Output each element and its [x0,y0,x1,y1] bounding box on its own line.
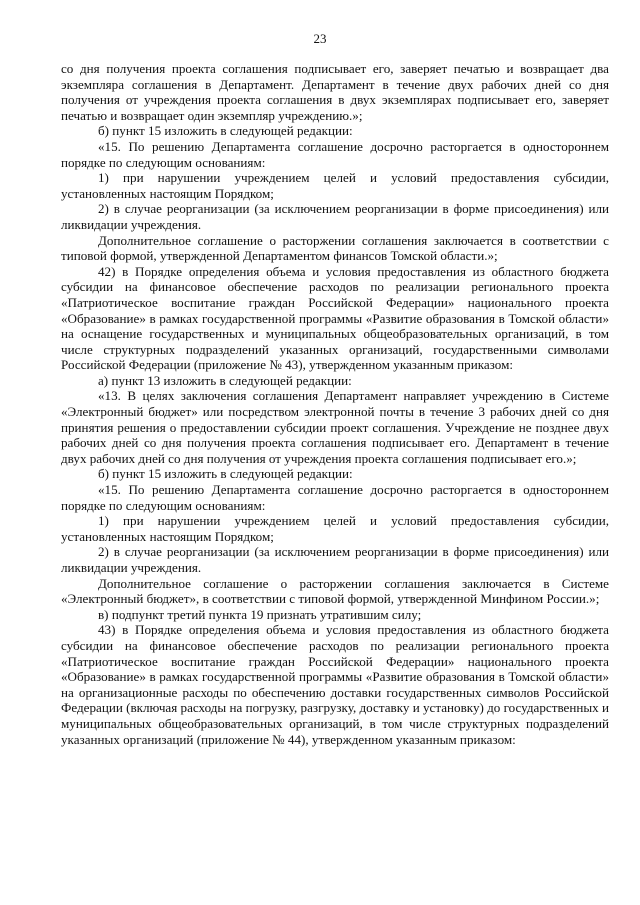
paragraph: Дополнительное соглашение о расторжении соглашения заключается в Системе «Электронный бюджет», в соответствии с типовой формой, утвержденной Минфином России.»; [61,575,609,607]
paragraph: «15. По решению Департамента соглашение досрочно расторгается в одностороннем порядке по следующим основаниям: [61,482,609,513]
paragraph: 2) в случае реорганизации (за исключением реорганизации в форме присоединения) или ликвидации учреждения. [61,201,609,232]
paragraph: «15. По решению Департамента соглашение досрочно расторгается в одностороннем порядке по следующим основаниям: [61,138,609,170]
paragraph: 43) в Порядке определения объема и условия предоставления из областного бюджета субсидии на финансовое обеспечение расходов по реализации регионального проекта «Патриотическое воспитание граждан Российской Федерации» национального проекта «Образование» в рамках государственной программы «Развитие образования в Томской области» на организационные расходы по обеспечению доставки государственных символов Российской Федерации (включая расходы на погрузку, разгрузку, доставку и установку) до государственных и муниципальных общеобразовательных организаций, в том числе структурных подразделений указанных организаций (приложение № 44), утвержденном указанным приказом: [61,622,610,747]
paragraph: со дня получения проекта соглашения подписывает его, заверяет печатью и возвращает два экземпляра соглашения в Департамент. Департамент в течение двух рабочих дней со дня получения от учреждения проекта соглашения в двух экземплярах подписывает его, заверяет печатью и возвращает один экземпляр учреждению.»; [61,61,609,123]
paragraph: «13. В целях заключения соглашения Департамент направляет учреждению в Системе «Электронный бюджет» или посредством электронной почты в течение 3 рабочих дней со дня принятия решения о предоставлении субсидии проект соглашения. Учреждение не позднее двух рабочих дней со дня получения проекта соглашения подписывает его. Департамент в течение двух рабочих дней со дня получения от учреждения проекта соглашения подписывает его.»; [61,388,609,466]
page-number: 23 [313,31,327,46]
paragraph: б) пункт 15 изложить в следующей редакции: [98,123,353,139]
paragraph: б) пункт 15 изложить в следующей редакции: [98,466,353,482]
paragraph: Дополнительное соглашение о расторжении соглашения заключается в соответствии с типовой формой, утвержденной Департаментом финансов Томской области.»; [61,232,609,264]
paragraph: 2) в случае реорганизации (за исключением реорганизации в форме присоединения) или ликвидации учреждения. [61,544,609,575]
paragraph: 1) при нарушении учреждением целей и условий предоставления субсидии, установленных настоящим Порядком; [61,513,609,544]
document-body [61,61,609,747]
paragraph: 42) в Порядке определения объема и условия предоставления из областного бюджета субсидии на финансовое обеспечение расходов по реализации регионального проекта «Патриотическое воспитание граждан Российской Федерации» национального проекта «Образование» в рамках государственной программы «Развитие образования в Томской области» на оснащение государственных и муниципальных общеобразовательных организаций, в том числе структурных подразделений указанных организаций, государственными символами Российской Федерации (приложение № 43), утвержденном указанным приказом: [61,263,609,373]
paragraph: а) пункт 13 изложить в следующей редакции: [98,372,352,388]
paragraph: в) подпункт третий пункта 19 признать утратившим силу; [98,606,422,622]
paragraph: 1) при нарушении учреждением целей и условий предоставления субсидии, установленных настоящим Порядком; [61,170,609,201]
